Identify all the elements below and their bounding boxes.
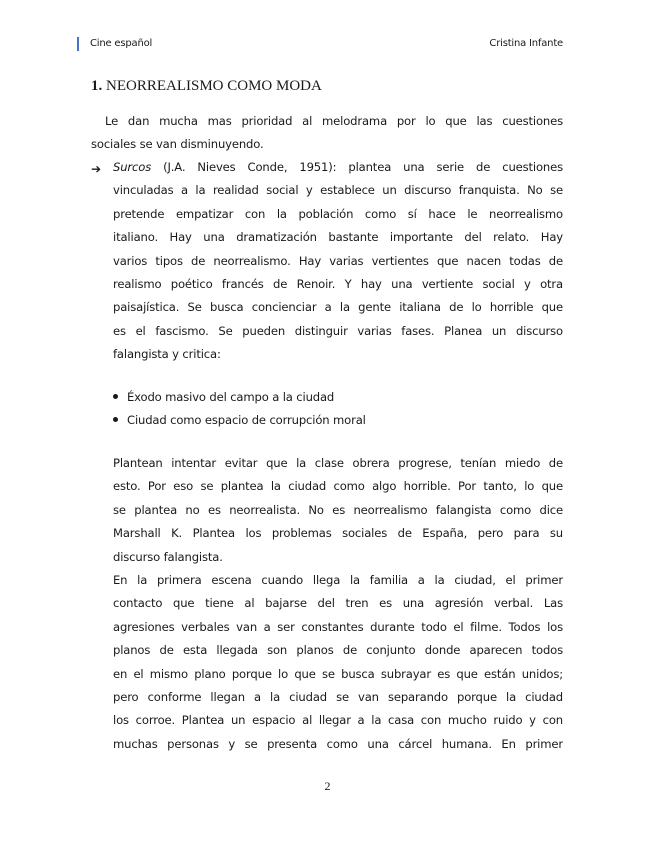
header-author: Cristina Infante xyxy=(489,38,563,49)
text-line: planos de esta llegada son planos de conjunto donde aparecen todos xyxy=(113,643,563,658)
text-line: realismo poético francés de Renoir. Y hay una vertiente social y otra xyxy=(113,277,563,292)
arrow-bullet-icon: ➔ xyxy=(91,162,102,176)
text-line: discurso falangista. xyxy=(113,549,223,564)
paragraph-3 xyxy=(113,569,563,756)
text-line: muchas personas y se presenta como una cárcel humana. En primer xyxy=(113,736,563,751)
text-line: los corroe. Plantea un espacio al llegar a la casa con mucho ruido y con xyxy=(113,713,563,728)
text-line: paisajística. Se busca concienciar a la gente italiana de lo horrible que xyxy=(113,300,563,315)
text-line: contacto que tiene al bajarse del tren es una agresión verbal. Las xyxy=(113,596,563,611)
text-line: En la primera escena cuando llega la familia a la ciudad, el primer xyxy=(113,573,563,587)
text-line: varios tipos de neorrealismo. Hay varias vertientes que nacen todas de xyxy=(113,253,563,268)
text-line: Le dan mucha mas prioridad al melodrama por lo que las cuestiones xyxy=(105,114,563,128)
header-accent-bar xyxy=(77,37,79,51)
text-line: agresiones verbales van a ser constantes durante todo el filme. Todos los xyxy=(113,619,563,634)
text-line: pretende empatizar con la población como sí hace le neorrealismo xyxy=(113,206,563,221)
text-line: esto. Por eso se plantea la ciudad como algo horrible. Por tanto, lo que xyxy=(113,479,563,494)
bullet-dot-icon xyxy=(113,394,118,399)
text-line: Plantean intentar evitar que la clase obrera progrese, tenían miedo de xyxy=(113,456,563,470)
list-item: Ciudad como espacio de corrupción moral xyxy=(113,413,366,427)
list-item: Éxodo masivo del campo a la ciudad xyxy=(113,390,334,404)
intro-paragraph xyxy=(91,110,563,157)
text-line: es el fascismo. Se pueden distinguir varias fases. Planea un discurso xyxy=(113,323,563,338)
paragraph-2 xyxy=(113,452,563,569)
text-line: en el mismo plano porque lo que se busca subrayar es que están unidos; xyxy=(113,666,563,681)
text-line: italiano. Hay una dramatización bastante importante del relato. Hay xyxy=(113,230,563,245)
text-line: Surcos (J.A. Nieves Conde, 1951): plantea una serie de cuestiones xyxy=(113,160,563,174)
text-line: falangista y critica: xyxy=(113,347,221,362)
text-line: sociales se van disminuyendo. xyxy=(91,137,264,152)
text-line: Marshall K. Plantea los problemas sociales de España, pero para su xyxy=(113,526,563,541)
text-line: se plantea no es neorrealista. No es neorrealismo falangista como dice xyxy=(113,502,563,517)
bullet-dot-icon xyxy=(113,417,118,422)
surcos-paragraph xyxy=(113,156,563,367)
header-course-title: Cine español xyxy=(90,38,153,49)
page-number: 2 xyxy=(324,779,331,793)
text-line: pero conforme llegan a la ciudad se van separando porque la ciudad xyxy=(113,690,563,705)
section-heading xyxy=(91,78,322,95)
section-title: NEORREALISMO COMO MODA xyxy=(106,78,322,94)
text-line: vinculadas a la realidad social y establece un discurso franquista. No se xyxy=(113,183,563,198)
film-title: Surcos xyxy=(113,160,152,174)
section-number: 1. xyxy=(91,78,103,94)
